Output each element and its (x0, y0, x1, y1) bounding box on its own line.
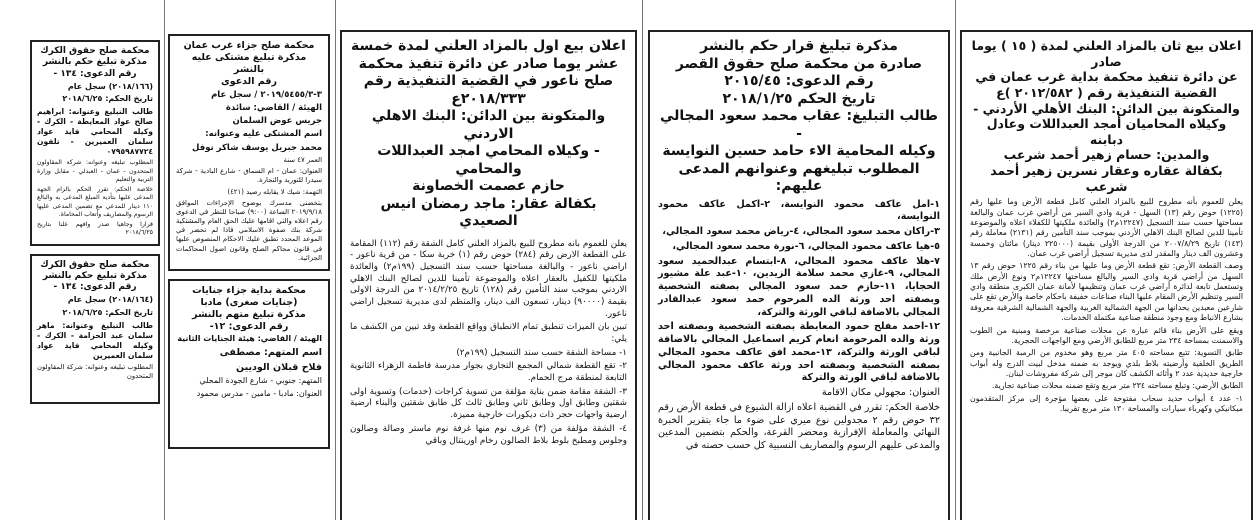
heading-line: والمتكونة بين الدائن: البنك الاهلي الاردني (371, 108, 606, 142)
heading-line: رقم الدعوى: ٢٠١٥/٤٥ (724, 73, 874, 89)
heading-line: القضية التنفيذية رقم ( ٢٠١٢/٥٨٢ )ع (996, 84, 1217, 100)
heading-line: المطلوب تبليغهم وعنوانهم المدعى عليهم: (678, 160, 920, 194)
body-paragraph: وصف القطعة الأرض: تقع قطعة الأرض وما عليها من بناء رقم ١٢٢٥ حوض رقم ١٣ السهل من أراضي قرية وادي السير والبالغ مساحتها ١٢٢٤٧م٢ ونوع الأرض ملك وتستعمل تابعة لدائرة أراضي غرب عمان وتنظيمها لأمانة عمان الكبرى منطقة وادي السير وتنظيم الأرض المقام عليها البناء صناعات خفيفة باحكام خاصة والأرض تقع على شارعين معبدين يحدانها من الجهة الشمالية الغربية والجهة الشمالية الشرقية معروفة بشارع الانباط ومع وجود منطقة صناعية مكتملة الخدمات. (970, 261, 1244, 323)
heading-line: صلح ناعور في القضية التنفيذية رقم (363, 73, 614, 89)
body-paragraph: ١-امل عاكف محمود النوايسة، ٢-اكمل عاكف محمود النوايسة، (658, 198, 940, 223)
auction-notice-naour (340, 30, 637, 520)
body-line: خلاصة الحكم: تقرر الحكم بالزام الجهة المدعى عليها بتأدية المبلغ المدعى به والبالغ ١١٠ دينار للمدعي مع تضمين المدعى عليها الرسوم والمصاريف وأتعاب المحاماة. (37, 186, 153, 218)
body-line: فلاح قبلان الوديين (236, 361, 322, 373)
heading-line: رقم الدعوى: ١٣٤ - (53, 68, 137, 79)
heading-line: حازم عصمت الخصاونة (412, 178, 565, 194)
judgment-notice-qasr (648, 30, 950, 520)
body-line: اسم المتهم: مصطفى (219, 347, 322, 358)
heading-line: مذكرة تبليغ حكم بالنشر (42, 270, 148, 281)
column-4 (168, 0, 330, 520)
body-line: المطلوب تبليغه وعنوانه: شركة المقاولون المتحدون - عمان - العبدلي - مقابل وزارة التربية والتعليم (37, 159, 153, 183)
body-paragraph: ٢- تقع القطعة شمالي المجمع التجاري بجوار مدرسة فاطمة الزهراء الثانوية التابعة لمنطقة مرج الحمام. (350, 361, 627, 384)
notice-heading (658, 38, 940, 196)
notice-madaba-criminal (168, 279, 330, 449)
body-line: التهمة: شيك لا يقابله رصيد (٤٢١) (227, 187, 322, 196)
body-paragraph: يعلن للعموم بأنه مطروح للبيع بالمزاد العلني كامل قطعة الأرض وما عليها رقم (١٢٢٥) حوض رقم (١٣) السهل - قرية وادي السير من أراضي غرب عمان والبالغة مساحتها حسب سند التسجيل (١٢٢٤٧م٢) والعائدة ملكيتها للكفلاء اعلاه والموضوعة تأمينا للدين لصالح البنك الاهلي الأردني بموجب سند التأمين رقم (٢١٣١) معاملة رقم (١٤٣) تاريخ ٢٠٠٧/٨/٢٩ من الدرجة الأولى بقيمة (٢٢٥٠٠٠ دينار) مائتان وخمسة وعشرون الف دينار والمقدر لدى مديرية تسجيل أراضي غرب عمان. (970, 197, 1244, 259)
column-divider (164, 0, 165, 520)
heading-line: وكيلاه المحاميان أمجد العبداللات وعادل دبابنه (986, 116, 1227, 147)
body-line: تاريخ الحكم: ٢٠١٨/٦/٢٥ (62, 94, 153, 104)
heading-line: (جنايات صغرى) مادبا (200, 296, 298, 308)
heading-line: - وكيلاه المحامي امجد العبداللات والمحامي (377, 143, 600, 177)
body-line: العنوان: عمان - ام السماق - شارع البادية - شركة سيدرا للتوريد والتجارة. (176, 167, 322, 185)
heading-line: عن دائرة تنفيذ محكمة بداية غرب عمان في (975, 69, 1238, 85)
heading-line: والمدين: حسام زهير أحمد شرعب (1003, 147, 1210, 163)
body-paragraph: ١٢-احمد مفلح حمود المعايطة بصفته الشخصية وبصفته احد ورثة والده المرحومة انعام كريم اسماعيل المجالي بالاضافة لباقي الورثة والتركة، ١٣-محمد افق عاكف محمود المجالي بصفته الشخصية وبصفته احد ورثة عاكف محمود المجالي بالاضافة لباقي الورثة والتركة (658, 321, 940, 384)
body-line: الهيئة / القاضي: سائدة (225, 102, 322, 113)
body-paragraph: العنوان: مجهولي مكان الاقامة (821, 387, 940, 398)
body-line: طالب التبليغ وعنوانه: ماهر سلمان عبد الحزامة - الكرك - وكيله المحامي فايد عواد سلمان العميرين (37, 320, 153, 360)
body-line: جريس عوض السلمان (232, 116, 322, 127)
body-line: (٢٠١٨/١٦٦) سجل عام (67, 81, 153, 91)
body-paragraph: ١- مساحة الشقة حسب سند التسجيل (١٩٩م٢) (456, 347, 627, 358)
body-line: محمد جبريل يوسف شاكر نوفل (192, 142, 322, 153)
column-divider (955, 0, 956, 520)
body-line: طالب التبليغ وعنوانه: ابراهيم صالح عواد المعايطة - الكرك - وكيله المحامي فايد عواد سلمان العميرين - تلفون ٠٧٩٥٩٨٧٧٢٤ (37, 107, 153, 157)
column-3 (340, 0, 637, 520)
body-paragraph: ٧-هلا عاكف محمود المجالي، ٨-ابتسام عبدالحميد سعود المجالي، ٩-غازي محمد سلامة الزيدين، ١٠-عبد علة مشيور الحجايا، ١١-حازم حمد سعود المجالي بصفته الشخصية وبصفته احد ورثة الده المرحوم حمد سعود عبدالقادر المجالي بالاضافة لباقي الورثة والتركة، (658, 255, 940, 318)
heading-line: مذكرة تبليغ قرار حكم بالنشر (700, 38, 898, 54)
notice-body (37, 82, 153, 238)
heading-line: مذكرة تبليغ متهم بالنشر (192, 308, 306, 320)
body-paragraph: الطابق الأرضي: وتبلغ مساحته ٢٣٤ متر مربع وتقع ضمنه محلات صناعية تجارية. (991, 381, 1243, 391)
body-paragraph: ١- عدد ٤ أبواب حديد سحاب مفتوحة على بعضها مؤجرة إلى مركز المتقدمون ميكانيكي وكهرباء سيارات والمساحة ١٣٠ متر مربع تقريبا. (970, 393, 1243, 414)
body-line: بتخضنى مدسرك بوضوح الإجراءات الموافق ٢٠١٩/٩/١٨ الساعة (٩:٠٠) صباحا للنظر في الدعوى رقم اعلاه والتي اقامها عليك الحق العام والمشتكية شركة بنك صفوة الاسلامي فاذا لم تحضر في الموعد المحدد تطبق عليك الاحكام المنصوص عليها في قانون محاكم الصلح وقانون اصول المحاكمات الجزائية. (176, 198, 322, 262)
notice-body (350, 239, 627, 448)
heading-line: رقم الدعوى (221, 75, 277, 87)
heading-line: محكمة صلح حقوق الكرك (40, 259, 150, 270)
heading-line: تاريخ الحكم ٢٠١٨/١/٢٥ (722, 90, 876, 107)
heading-line: رقم الدعوى: ١٣٤ - (53, 282, 137, 293)
notice-body (176, 334, 322, 399)
body-paragraph: ٣- الشقة مقامة ضمن بناية مؤلفة من تسوية كراجات (خدمات) وتسوية اولى شقتين وطابق اول وطابق ثاني وطابق ثالث كل طابق شقتين والبناء ارضية ارضية واجهات حجر ذات ديكورات خارجية مميزة. (350, 386, 627, 421)
notice-heading (350, 38, 627, 231)
notice-body (970, 197, 1243, 414)
body-line: (٢٠١٨/١٦٤) سجل عام (67, 295, 153, 305)
heading-line: بكفالة عقاره وعقار نسرين زهير أحمد شرعب (990, 163, 1223, 194)
notice-body (176, 90, 322, 263)
heading-line: رقم الدعوى: ١٢- (209, 320, 289, 332)
body-line: الهيئة / القاضي: هيئة الجنايات الثانية (177, 334, 322, 344)
body-line: تاريخ الحكم: ٢٠١٨/٦/٢٥ (62, 308, 153, 318)
notice-heading (176, 40, 322, 88)
column-5 (30, 0, 160, 520)
body-paragraph: ٥-هيا عاكف محمود المجالي، ٦-نورة محمد سعود المجالي، (672, 240, 940, 252)
notice-karak-1 (30, 40, 160, 246)
auction-notice-west-amman (960, 30, 1253, 520)
notice-body (37, 295, 153, 381)
heading-line: محكمة صلح حقوق الكرك (40, 46, 150, 56)
body-line: العمر ٤٧ سنة (283, 155, 322, 164)
heading-line: مذكرة تبليغ مشتكى عليه بالنشر (191, 51, 307, 75)
notice-heading (37, 260, 153, 294)
body-paragraph: ٤- الشقة مؤلفة من (٣) غرف نوم منها غرفة نوم ماستر وصالة وصالون وجلوس ومطبخ بلوط بلاط الصالون رخام اورينتال وباقي (350, 423, 627, 446)
notice-heading (176, 285, 322, 333)
column-2 (648, 0, 950, 520)
body-line: المطلوب تبليغه وعنوانه: شركة المقاولون المتحدون (37, 363, 153, 381)
body-paragraph: خلاصة الحكم: تقرر في القضية اعلاه ازالة الشيوع في قطعة الأرض رقم ٣٢ حوض رقم ٢ مجدولين نوع ميري على ضوء ما جاء بتقرير الخبرة النهائي والمعاملة الإفرازية ومحضر القرعة، والحكم بتضمين المدعين والمدعى عليهم الرسوم والمصاريف النسبية كل حسب حصته في (658, 401, 940, 451)
body-line: اسم المشتكى عليه وعنوانه: (205, 129, 322, 140)
body-line: العنوان: مادبا - مامين - مدرس محمود (196, 388, 322, 398)
body-paragraph: طابق التسوية: تتبع مساحته ٤٠٥ متر مربع وهو مخدوم من الرمبة الجانبية ومن الطريق الخلفية وأرضيته بلاط بلدي ويوجد به ضمنه مدخل لبيت الدرج وله أبواب خارجية حديدية عدد ٢ وأثاثه الكشف كان موجر إلى شركة مفروشات لبنان. (970, 348, 1243, 378)
heading-line: محكمة بداية جزاء جنايات (192, 284, 306, 296)
heading-line: اعلان بيع اول بالمزاد العلني لمدة خمسة (351, 38, 626, 54)
body-line: قرارا وجاهيا صدر وافهم علنا بتاريخ ٢٠١٨/٦/٢٥ (37, 221, 153, 237)
body-line: المتهم: جنوبي - شارع الجودة المحلي (199, 376, 322, 386)
notice-heading (37, 46, 153, 80)
body-paragraph: ويقع على الأرض بناء قائم عبارة عن محلات صناعية مرخصة ومبنية من الطوب والاسمنت بمساحة ٢٣٤ متر مربع للطابق الأرضي ومع الواجهات الحجرية. (970, 325, 1243, 345)
heading-line: ٢٠١٨/٣٣٣ع (451, 90, 526, 107)
heading-line: والمتكونة بين الدائن: البنك الأهلي الأردني - (973, 100, 1240, 116)
body-line: ٣-٢٠١٩/٥٤٥٥/٣ / سجل عام (211, 89, 322, 100)
notice-karak-2 (30, 254, 160, 404)
body-paragraph: يعلن للعموم بانه مطروح للبيع بالمزاد العلني كامل الشقة رقم (١١٢) المقامة على القطعة الارض رقم (٢٨٤) حوض رقم (١) خربة سكا - من قرية ناعور - اراضي ناعور - والبالغة مساحتها حسب سند التسجيل (١٩٩م٢) والعائدة ملكيتها للكفيل بالعقار اعلاه والموضوعة تأمينا للدين لصالح البنك الاهلي الاردني بموجب سند التأمين رقم (١٢٨) تاريخ ٢٠١٤/٢/٢٥ من الدرجة الاولى بقيمة (٩٠٠٠٠) دينار، تسعون الف دينار، والمنظم لدى مديرية تسجيل اراضي ناعور. (350, 238, 627, 319)
column-divider (642, 0, 643, 520)
notice-body (658, 199, 940, 453)
heading-line: مذكرة تبليغ حكم بالنشر (42, 57, 148, 68)
heading-line: صادرة من محكمة صلح حقوق القصر (675, 55, 923, 72)
column-1 (960, 0, 1253, 520)
column-divider (335, 0, 336, 520)
heading-line: وكيله المحامية الاء حامد حسين النوايسة (662, 143, 936, 159)
heading-line: اعلان بيع ثان بالمزاد العلني لمدة ( ١٥ ) يوما صادر (971, 38, 1242, 69)
body-paragraph: تبين بان الميزات تنطبق تمام الانطباق وواقع القطعة وقد تبين من الكشف ما يلي: (350, 322, 627, 344)
notice-west-amman-criminal (168, 34, 330, 271)
body-paragraph: ٣-راكان محمد سعود المجالي، ٤-رياض محمد سعود المجالي، (662, 226, 940, 237)
heading-line: طالب التبليغ: عقاب محمد سعود المجالي - (659, 108, 938, 142)
heading-line: محكمة صلح جزاء غرب عمان (183, 40, 315, 51)
heading-line: عشر يوما صادر عن دائرة تنفيذ محكمة (358, 55, 619, 72)
notice-heading (970, 38, 1243, 194)
heading-line: بكفالة عقار: ماجد رمضان انيس الصعيدي (380, 195, 597, 229)
